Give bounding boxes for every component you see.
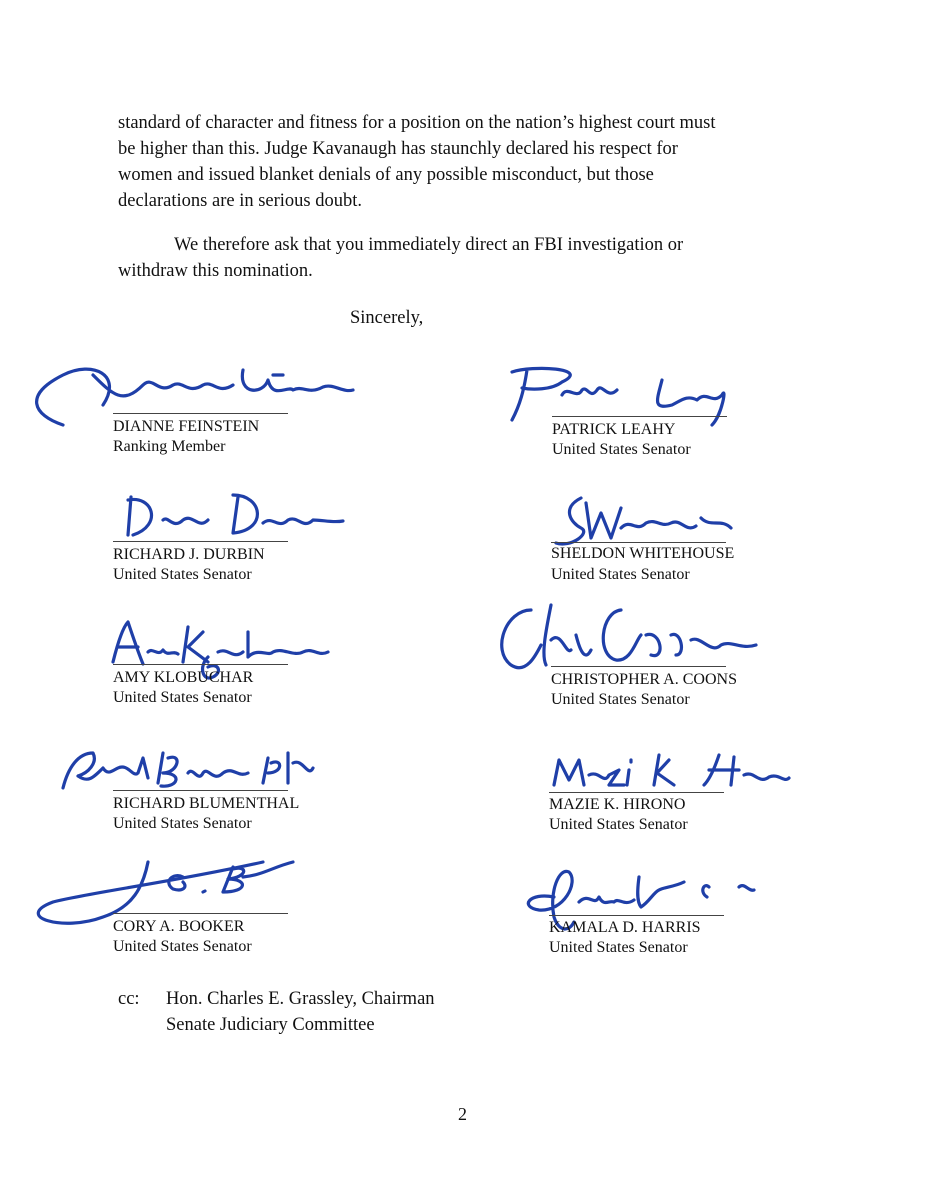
signatory-name: PATRICK LEAHY [552,421,676,438]
signatory-name: SHELDON WHITEHOUSE [551,545,735,562]
signature-block-harris [549,862,879,972]
signature-block-hirono [549,745,879,855]
signatory-title: United States Senator [113,689,252,706]
page-number: 2 [458,1104,467,1124]
paragraph-line: standard of character and fitness for a position on the nation’s highest court must [118,113,716,133]
cc-label: cc: [118,989,140,1009]
signatory-title: United States Senator [551,566,690,583]
paragraph-line: women and issued blanket denials of any possible misconduct, but those [118,165,654,185]
body-paragraph-1 [118,110,818,214]
cc-line-1: Hon. Charles E. Grassley, Chairman [166,989,435,1009]
signatory-title: United States Senator [551,691,690,708]
signatory-name: RICHARD BLUMENTHAL [113,795,300,812]
paragraph-line: withdraw this nomination. [118,261,313,281]
body-paragraph-2 [118,232,818,284]
signature-block-booker [113,847,443,957]
handwritten-signature [471,600,801,680]
signature-block-leahy [552,360,882,470]
signature-block-whitehouse [551,488,881,598]
signatory-name: KAMALA D. HARRIS [549,919,701,936]
signatory-title: United States Senator [549,816,688,833]
signatory-title: United States Senator [113,815,252,832]
signatory-title: United States Senator [113,566,252,583]
signatory-name: CHRISTOPHER A. COONS [551,671,737,688]
signatory-name: AMY KLOBUCHAR [113,669,254,686]
signatory-name: MAZIE K. HIRONO [549,796,686,813]
paragraph-line: be higher than this. Judge Kavanaugh has staunchly declared his respect for [118,139,678,159]
paragraph-line: declarations are in serious doubt. [118,191,363,211]
signatory-title: Ranking Member [113,438,226,455]
signatory-name: CORY A. BOOKER [113,918,245,935]
signature-block-coons [551,600,881,710]
signature-block-feinstein [113,355,443,465]
cc-line-2: Senate Judiciary Committee [166,1015,375,1035]
closing-salutation: Sincerely, [350,308,424,328]
signatory-title: United States Senator [113,938,252,955]
signature-block-klobuchar [113,612,443,722]
paragraph-line: We therefore ask that you immediately direct an FBI investigation or [174,235,684,255]
handwritten-signature [33,847,363,927]
signature-block-durbin [113,485,443,595]
signatory-title: United States Senator [549,939,688,956]
signature-block-blumenthal [113,738,443,848]
signatory-title: United States Senator [552,441,691,458]
signatory-name: DIANNE FEINSTEIN [113,418,260,435]
signatory-name: RICHARD J. DURBIN [113,546,265,563]
